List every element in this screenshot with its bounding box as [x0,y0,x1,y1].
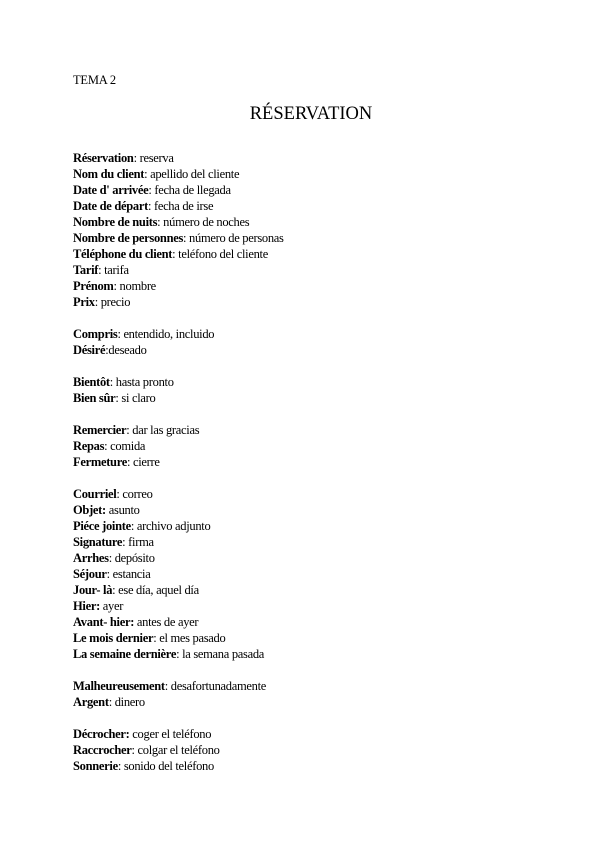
spanish-translation: ayer [102,599,124,613]
vocabulary-list [73,150,553,790]
separator: : [131,743,138,757]
french-term: Le mois dernier [73,631,154,645]
spanish-translation: coger el teléfono [132,727,212,741]
french-term: Raccrocher [73,743,132,757]
spanish-translation: colgar el teléfono [137,743,220,757]
separator: : [133,151,140,165]
french-term: Téléphone du client [73,247,173,261]
vocabulary-group [73,374,553,406]
french-term: Arrhes [73,551,109,565]
spanish-translation: número de noches [163,215,250,229]
vocabulary-entry [73,374,553,390]
separator: : [126,455,133,469]
spanish-translation: depósito [114,551,155,565]
spanish-translation: desafortunadamente [170,679,267,693]
separator: : [130,519,137,533]
vocabulary-entry [73,342,553,358]
spanish-translation: estancia [112,567,151,581]
vocabulary-entry [73,182,553,198]
french-term: Argent [73,695,109,709]
vocabulary-entry [73,294,553,310]
separator: : [117,759,124,773]
french-term: Fermeture [73,455,127,469]
spanish-translation: precio [100,295,131,309]
vocabulary-entry [73,678,553,694]
spanish-translation: deseado [108,343,147,357]
separator: : [112,583,119,597]
spanish-translation: fecha de irse [153,199,214,213]
french-term: Malheureusement [73,679,165,693]
spanish-translation: apellido del cliente [150,167,240,181]
spanish-translation: cierre [132,455,160,469]
french-term: Nombre de personnes [73,231,184,245]
spanish-translation: el mes pasado [159,631,226,645]
french-term: Avant- hier: [73,615,135,629]
spanish-translation: nombre [119,279,156,293]
vocabulary-entry [73,502,553,518]
french-term: Signature [73,535,123,549]
vocabulary-entry [73,758,553,774]
spanish-translation: firma [128,535,154,549]
french-term: Date d' arrivée [73,183,149,197]
vocabulary-entry [73,150,553,166]
spanish-translation: antes de ayer [136,615,199,629]
separator: : [94,295,101,309]
french-term: Repas [73,439,105,453]
separator: : [105,343,109,357]
french-term: Sonnerie [73,759,118,773]
separator: : [104,439,111,453]
french-term: Bientôt [73,375,110,389]
spanish-translation: entendido, incluido [123,327,215,341]
vocabulary-group [73,422,553,470]
vocabulary-group [73,486,553,662]
french-term: Décrocher: [73,727,130,741]
vocabulary-entry [73,598,553,614]
separator: : [183,231,190,245]
french-term: Bien sûr [73,391,116,405]
separator: : [117,327,124,341]
separator: : [108,551,115,565]
french-term: Date de départ [73,199,148,213]
vocabulary-group [73,150,553,310]
separator: : [164,679,171,693]
spanish-translation: la semana pasada [182,647,265,661]
page-title: RÉSERVATION [249,104,373,124]
vocabulary-entry [73,486,553,502]
separator: : [115,391,122,405]
vocabulary-entry [73,438,553,454]
separator: : [122,535,129,549]
french-term: Prix [73,295,95,309]
french-term: Désiré [73,343,106,357]
vocabulary-group [73,326,553,358]
separator: : [116,487,123,501]
vocabulary-entry [73,422,553,438]
french-term: Réservation [73,151,134,165]
vocabulary-entry [73,742,553,758]
separator: : [148,183,155,197]
separator: : [106,567,113,581]
french-term: Jour- là [73,583,113,597]
french-term: Compris [73,327,118,341]
vocabulary-entry [73,198,553,214]
french-term: Séjour [73,567,107,581]
vocabulary-entry [73,454,553,470]
vocabulary-entry [73,550,553,566]
separator: : [109,375,116,389]
vocabulary-group [73,726,553,774]
vocabulary-entry [73,166,553,182]
spanish-translation: si claro [121,391,156,405]
french-term: Piéce jointe [73,519,131,533]
french-term: Nom du client [73,167,145,181]
separator: : [153,631,160,645]
separator: : [147,199,154,213]
spanish-translation: ese día, aquel día [118,583,199,597]
lesson-label: TEMA 2 [73,73,116,87]
separator: : [98,263,105,277]
vocabulary-entry [73,262,553,278]
french-term: Remercier [73,423,127,437]
vocabulary-entry [73,614,553,630]
separator: : [172,247,179,261]
spanish-translation: teléfono del cliente [178,247,268,261]
spanish-translation: correo [122,487,153,501]
spanish-translation: hasta pronto [115,375,174,389]
french-term: Courriel [73,487,117,501]
vocabulary-entry [73,582,553,598]
separator: : [108,695,115,709]
vocabulary-entry [73,278,553,294]
vocabulary-group [73,678,553,710]
vocabulary-entry [73,726,553,742]
separator: : [144,167,151,181]
vocabulary-entry [73,646,553,662]
separator: : [126,423,133,437]
spanish-translation: asunto [108,503,140,517]
vocabulary-entry [73,214,553,230]
spanish-translation: sonido del teléfono [123,759,214,773]
vocabulary-entry [73,518,553,534]
french-term: Objet: [73,503,106,517]
separator: : [176,647,183,661]
vocabulary-entry [73,390,553,406]
spanish-translation: archivo adjunto [136,519,211,533]
spanish-translation: tarifa [104,263,129,277]
french-term: Prénom [73,279,114,293]
vocabulary-entry [73,534,553,550]
spanish-translation: reserva [139,151,174,165]
french-term: Nombre de nuits [73,215,158,229]
spanish-translation: fecha de llegada [154,183,231,197]
vocabulary-entry [73,630,553,646]
french-term: Hier: [73,599,100,613]
vocabulary-entry [73,566,553,582]
spanish-translation: comida [110,439,146,453]
separator: : [113,279,120,293]
spanish-translation: dar las gracias [132,423,200,437]
vocabulary-entry [73,230,553,246]
vocabulary-entry [73,694,553,710]
vocabulary-entry [73,326,553,342]
french-term: La semaine dernière [73,647,177,661]
spanish-translation: dinero [114,695,145,709]
vocabulary-entry [73,246,553,262]
spanish-translation: número de personas [189,231,284,245]
separator: : [157,215,164,229]
french-term: Tarif [73,263,99,277]
